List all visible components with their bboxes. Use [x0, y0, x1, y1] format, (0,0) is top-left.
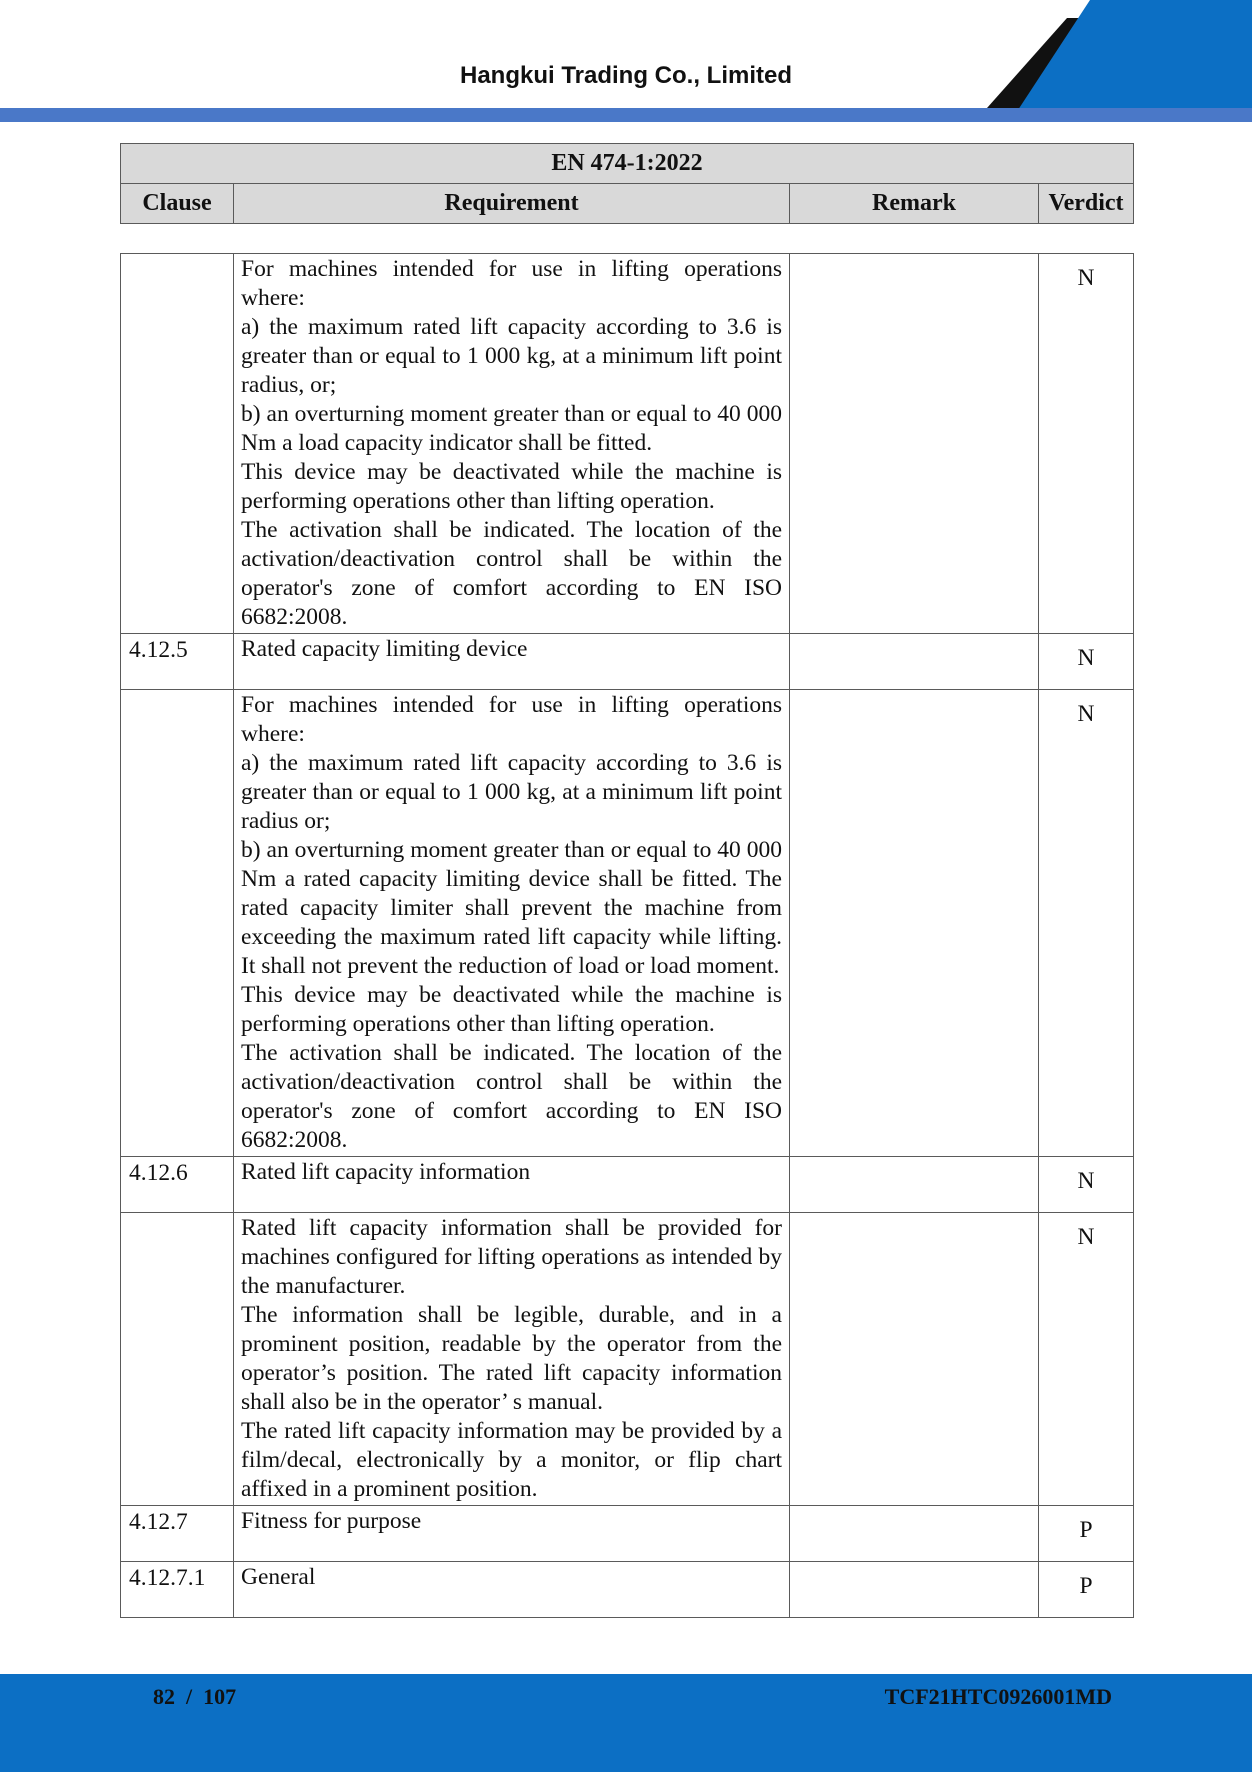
requirement-text: b) an overturning moment greater than or equal to 40 000 Nm a load capacity indicator shall be fitted.: [241, 401, 782, 456]
verdict-cell: N: [1039, 690, 1134, 1157]
requirement-text: Fitness for purpose: [241, 1508, 422, 1534]
requirements-table: [120, 253, 1134, 1618]
requirement-text: This device may be deactivated while the machine is performing operations other than lifting operation.: [241, 982, 782, 1037]
table-row: [121, 254, 1134, 634]
clause-cell: 4.12.6: [121, 1157, 234, 1213]
table-row: [121, 1506, 1134, 1562]
table-row: [121, 1157, 1134, 1213]
verdict-cell: P: [1039, 1506, 1134, 1562]
clause-cell: 4.12.7: [121, 1506, 234, 1562]
column-requirement: Requirement: [234, 184, 790, 224]
remark-cell: [790, 634, 1039, 690]
remark-cell: [790, 690, 1039, 1157]
corner-logo-graphic: [962, 0, 1252, 120]
verdict-cell: N: [1039, 1157, 1134, 1213]
requirement-text: The activation shall be indicated. The location of the activation/deactivation control shall be within the operator's zone of comfort according to EN ISO 6682:2008.: [241, 517, 782, 630]
requirement-cell: [234, 254, 790, 634]
requirement-cell: [234, 1562, 790, 1618]
verdict-cell: N: [1039, 634, 1134, 690]
requirement-text: Rated capacity limiting device: [241, 636, 528, 662]
clause-cell: [121, 1213, 234, 1506]
remark-cell: [790, 1157, 1039, 1213]
requirement-text: The information shall be legible, durable, and in a prominent position, readable by the operator from the operator’s position. The rated lift capacity information shall also be in the operator’ s manual.: [241, 1302, 782, 1415]
remark-cell: [790, 1506, 1039, 1562]
table-row: [121, 634, 1134, 690]
requirement-cell: [234, 690, 790, 1157]
requirement-text: General: [241, 1564, 316, 1590]
column-clause: Clause: [121, 184, 234, 224]
clause-cell: [121, 690, 234, 1157]
table-header: [120, 143, 1134, 224]
requirement-cell: [234, 1506, 790, 1562]
report-number: TCF21HTC0926001MD: [884, 1684, 1112, 1709]
table-row: [121, 1213, 1134, 1506]
requirement-text: For machines intended for use in lifting operations where:: [241, 256, 782, 311]
company-name: Hangkui Trading Co., Limited: [459, 62, 792, 89]
requirement-text: The activation shall be indicated. The location of the activation/deactivation control shall be within the operator's zone of comfort according to EN ISO 6682:2008.: [241, 1040, 782, 1153]
page-number: 82 / 107: [153, 1684, 237, 1709]
requirement-cell: [234, 1213, 790, 1506]
column-verdict: Verdict: [1039, 184, 1134, 224]
requirement-text: a) the maximum rated lift capacity according to 3.6 is greater than or equal to 1 000 kg, at a minimum lift point radius or;: [241, 750, 782, 834]
requirement-text: The rated lift capacity information may be provided by a film/decal, electronically by a monitor, or flip chart affixed in a prominent position.: [241, 1418, 782, 1502]
requirement-text: b) an overturning moment greater than or equal to 40 000 Nm a rated capacity limiting device shall be fitted. The rated capacity limiter shall prevent the machine from exceeding the maximum rated lift capacity while lifting. It shall not prevent the reduction of load or load moment.: [241, 837, 782, 979]
requirement-text: This device may be deactivated while the machine is performing operations other than lifting operation.: [241, 459, 782, 514]
requirement-text: Rated lift capacity information: [241, 1159, 531, 1185]
clause-cell: 4.12.7.1: [121, 1562, 234, 1618]
requirement-cell: [234, 1157, 790, 1213]
requirement-cell: [234, 634, 790, 690]
clause-cell: [121, 254, 234, 634]
remark-cell: [790, 1213, 1039, 1506]
requirement-text: a) the maximum rated lift capacity according to 3.6 is greater than or equal to 1 000 kg, at a minimum lift point radius, or;: [241, 314, 782, 398]
verdict-cell: N: [1039, 254, 1134, 634]
requirement-text: For machines intended for use in lifting operations where:: [241, 692, 782, 747]
clause-cell: 4.12.5: [121, 634, 234, 690]
table-row: [121, 690, 1134, 1157]
column-remark: Remark: [790, 184, 1039, 224]
header-band: [0, 108, 1252, 122]
remark-cell: [790, 254, 1039, 634]
requirement-text: Rated lift capacity information shall be provided for machines configured for lifting operations as intended by the manufacturer.: [241, 1215, 782, 1299]
verdict-cell: N: [1039, 1213, 1134, 1506]
verdict-cell: P: [1039, 1562, 1134, 1618]
table-row: [121, 1562, 1134, 1618]
standard-title: EN 474-1:2022: [121, 144, 1134, 184]
remark-cell: [790, 1562, 1039, 1618]
